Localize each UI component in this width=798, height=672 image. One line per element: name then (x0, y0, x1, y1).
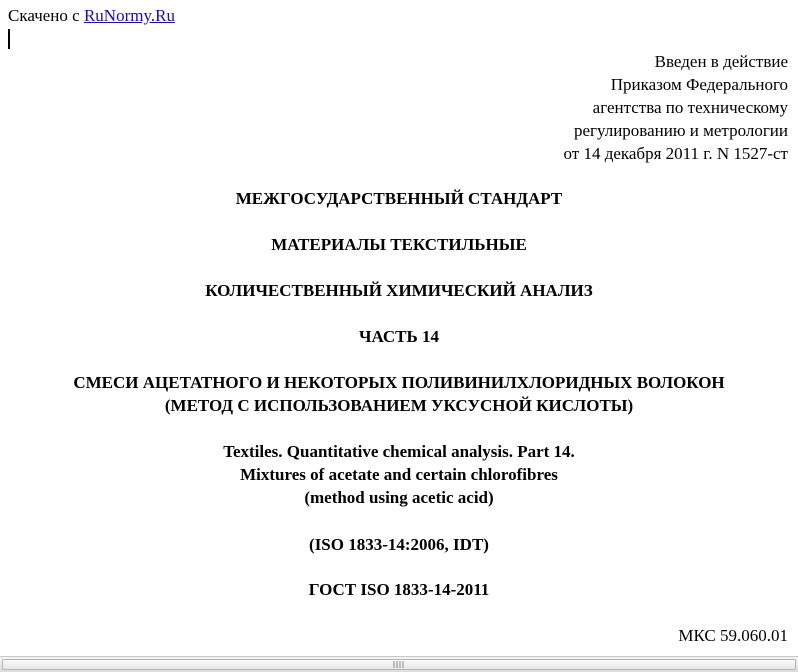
iso-reference: (ISO 1833-14:2006, IDT) (309, 535, 489, 554)
horizontal-scrollbar[interactable] (0, 656, 798, 672)
english-title-line-3: (method using acetic acid) (304, 488, 494, 507)
enactment-line-2: Приказом Федерального (610, 75, 788, 94)
gost-designation: ГОСТ ISO 1833-14-2011 (308, 580, 490, 599)
enactment-line-1: Введен в действие (654, 52, 788, 71)
part-heading: ЧАСТЬ 14 (358, 327, 439, 346)
enactment-line-3: агентства по техническому (592, 98, 788, 117)
enactment-line-5: от 14 декабря 2011 г. N 1527-ст (563, 144, 788, 163)
materials-heading: МАТЕРИАЛЫ ТЕКСТИЛЬНЫЕ (271, 235, 527, 254)
subject-heading-line-1: СМЕСИ АЦЕТАТНОГО И НЕКОТОРЫХ ПОЛИВИНИЛХЛОРИДНЫХ ВОЛОКОН (73, 373, 725, 392)
grip-icon (394, 661, 405, 668)
english-title-line-2: Mixtures of acetate and certain chlorofibres (240, 465, 558, 484)
subject-heading-line-2: (МЕТОД С ИСПОЛЬЗОВАНИЕМ УКСУСНОЙ КИСЛОТЫ) (164, 396, 634, 415)
source-prefix: Скачено с (8, 6, 80, 25)
runormy-link[interactable]: RuNormy.Ru (83, 6, 175, 25)
enactment-line-4: регулированию и метрологии (573, 121, 788, 140)
text-cursor (8, 29, 10, 49)
analysis-heading: КОЛИЧЕСТВЕННЫЙ ХИМИЧЕСКИЙ АНАЛИЗ (205, 281, 593, 300)
english-title-line-1: Textiles. Quantitative chemical analysis. Part 14. (223, 442, 575, 461)
scrollbar-thumb[interactable] (2, 659, 796, 670)
standard-type-heading: МЕЖГОСУДАРСТВЕННЫЙ СТАНДАРТ (235, 189, 563, 208)
source-line (8, 6, 175, 26)
mks-code: МКС 59.060.01 (678, 626, 788, 645)
